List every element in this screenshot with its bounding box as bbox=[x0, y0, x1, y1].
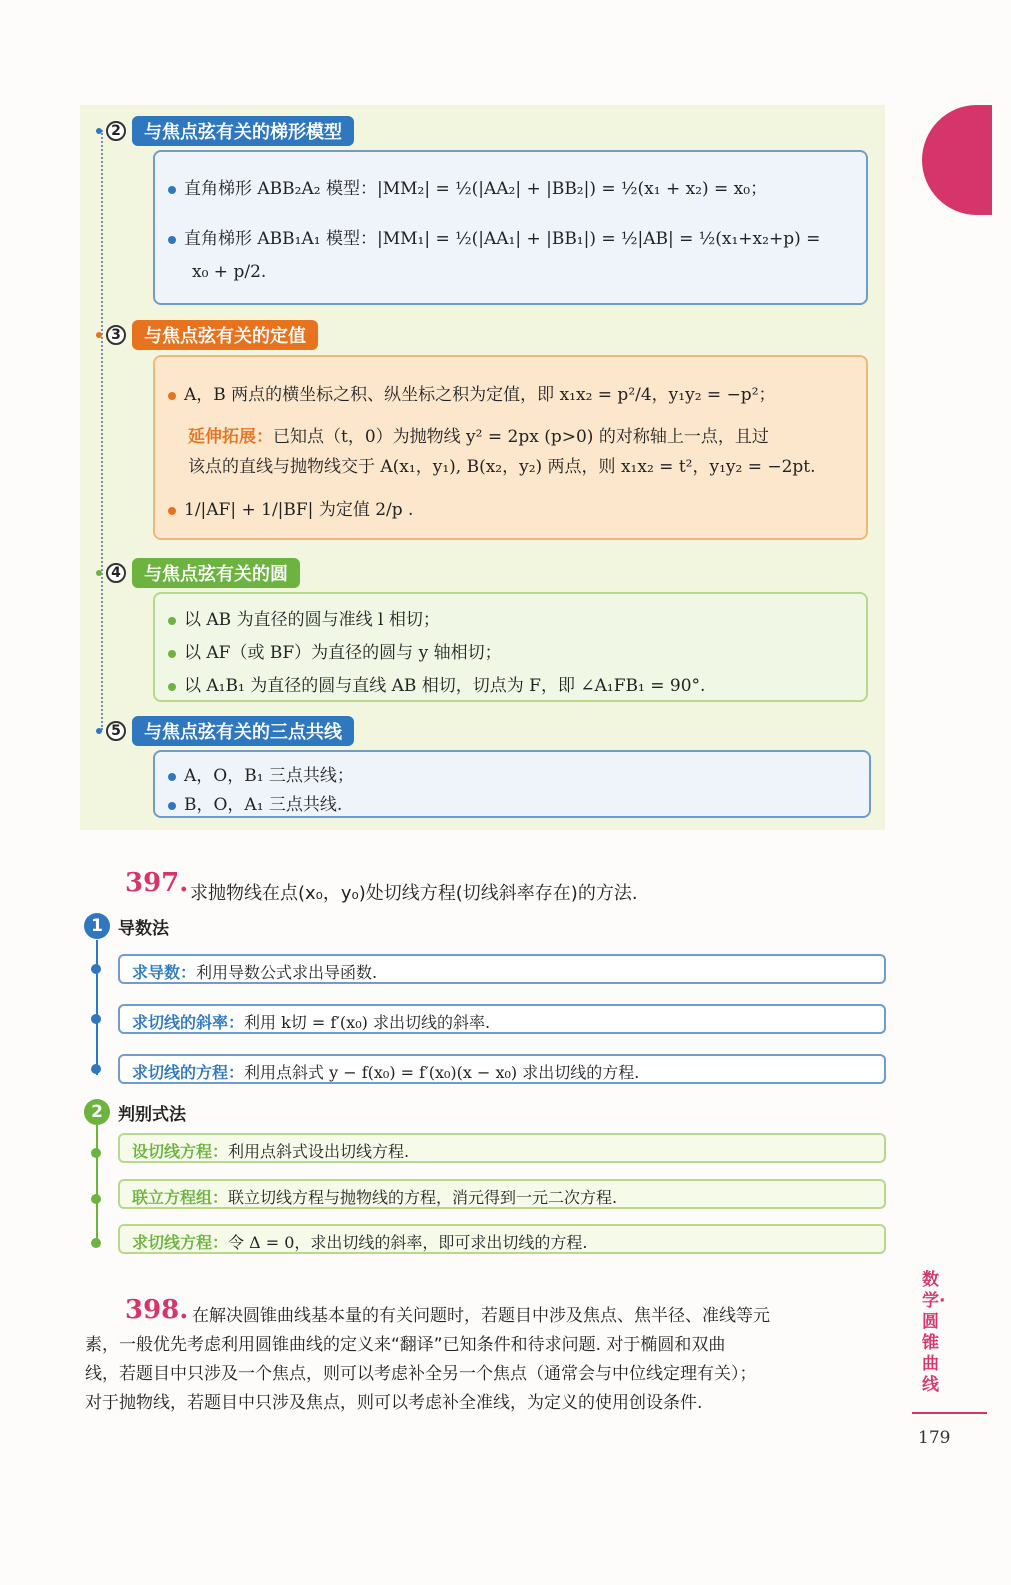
method-2-connector bbox=[96, 1125, 98, 1245]
page-number: 179 bbox=[918, 1428, 951, 1448]
s3-line-3: 1/|AF| + 1/|BF| 为定值 2/p . bbox=[168, 495, 413, 520]
s4-item: 以 A₁B₁ 为直径的圆与直线 AB 相切，切点为 F，即 ∠A₁FB₁ = 90°. bbox=[168, 671, 705, 696]
problem-title: 求抛物线在点(x₀，y₀)处切线方程(切线斜率存在)的方法. bbox=[190, 883, 638, 904]
step-dot bbox=[91, 964, 101, 974]
chapter-label: 数学·圆锥曲线 bbox=[922, 1270, 946, 1395]
step-row: 求切线的斜率：利用 k切 = f′(x₀) 求出切线的斜率. bbox=[118, 1004, 886, 1034]
method-number: 1 bbox=[84, 913, 110, 939]
section-3-header bbox=[96, 320, 318, 350]
s2-line-2: 直角梯形 ABB₁A₁ 模型：|MM₁| = ½(|AA₁| + |BB₁|) = ½|AB| = ½(x₁+x₂+p) = bbox=[168, 224, 820, 249]
para-line: 线，若题目中只涉及一个焦点，则可以考虑补全另一个焦点（通常会与中位线定理有关）； bbox=[85, 1364, 757, 1384]
bullet-icon bbox=[96, 128, 102, 134]
bullet-icon bbox=[96, 332, 102, 338]
step-row: 求切线方程：令 Δ = 0，求出切线的斜率，即可求出切线的方程. bbox=[118, 1224, 886, 1254]
method-number: 2 bbox=[84, 1099, 110, 1125]
step-dot bbox=[91, 1148, 101, 1158]
s3-ext-1: 延伸拓展：已知点（t，0）为抛物线 y² = 2px (p>0) 的对称轴上一点，且过 bbox=[188, 427, 769, 447]
section-number: 2 bbox=[106, 121, 126, 141]
section-title: 与焦点弦有关的定值 bbox=[132, 320, 318, 350]
s5-item: A，O，B₁ 三点共线； bbox=[168, 761, 354, 786]
chapter-tab bbox=[922, 105, 992, 215]
para-line: 对于抛物线，若题目中只涉及焦点，则可以考虑补全准线，为定义的使用创设条件. bbox=[85, 1393, 703, 1413]
section-4-header bbox=[96, 558, 300, 588]
problem-number: 397. bbox=[125, 868, 189, 898]
method-title: 判别式法 bbox=[118, 1105, 186, 1125]
section-title: 与焦点弦有关的三点共线 bbox=[132, 716, 354, 746]
divider bbox=[912, 1412, 987, 1414]
s2-line-3: x₀ + p/2. bbox=[192, 262, 267, 282]
s2-line-1: 直角梯形 ABB₂A₂ 模型：|MM₂| = ½(|AA₂| + |BB₂|) = ½(x₁ + x₂) = x₀； bbox=[168, 174, 767, 199]
section-2-header bbox=[96, 116, 354, 146]
s5-item: B，O，A₁ 三点共线. bbox=[168, 790, 342, 815]
section-number: 4 bbox=[106, 563, 126, 583]
step-dot bbox=[91, 1014, 101, 1024]
step-row: 求切线的方程：利用点斜式 y − f(x₀) = f′(x₀)(x − x₀) 求出切线的方程. bbox=[118, 1054, 886, 1084]
s4-item: 以 AB 为直径的圆与准线 l 相切； bbox=[168, 605, 440, 630]
step-dot bbox=[91, 1194, 101, 1204]
method-1-connector bbox=[96, 940, 98, 1075]
section-number: 5 bbox=[106, 721, 126, 741]
step-dot bbox=[91, 1238, 101, 1248]
s4-item: 以 AF（或 BF）为直径的圆与 y 轴相切； bbox=[168, 638, 502, 663]
para-line: 素，一般优先考虑利用圆锥曲线的定义来“翻译”已知条件和待求问题. 对于椭圆和双曲 bbox=[85, 1335, 726, 1355]
section-title: 与焦点弦有关的圆 bbox=[132, 558, 300, 588]
bullet-icon bbox=[96, 728, 102, 734]
bullet-icon bbox=[96, 570, 102, 576]
s3-ext-2: 该点的直线与抛物线交于 A(x₁，y₁), B(x₂，y₂) 两点，则 x₁x₂ = t²，y₁y₂ = −2pt. bbox=[188, 457, 816, 477]
para-line: 在解决圆锥曲线基本量的有关问题时，若题目中涉及焦点、焦半径、准线等元 bbox=[192, 1306, 770, 1326]
problem-number: 398. bbox=[125, 1295, 189, 1325]
step-dot bbox=[91, 1064, 101, 1074]
section-5-header bbox=[96, 716, 354, 746]
method-title: 导数法 bbox=[118, 919, 169, 939]
section-connector bbox=[101, 130, 103, 730]
step-row: 联立方程组：联立切线方程与抛物线的方程，消元得到一元二次方程. bbox=[118, 1179, 886, 1209]
section-number: 3 bbox=[106, 325, 126, 345]
step-row: 设切线方程：利用点斜式设出切线方程. bbox=[118, 1133, 886, 1163]
step-row: 求导数：利用导数公式求出导函数. bbox=[118, 954, 886, 984]
s3-line-1: A，B 两点的横坐标之积、纵坐标之积为定值，即 x₁x₂ = p²/4，y₁y₂ = −p²； bbox=[168, 380, 776, 405]
section-title: 与焦点弦有关的梯形模型 bbox=[132, 116, 354, 146]
